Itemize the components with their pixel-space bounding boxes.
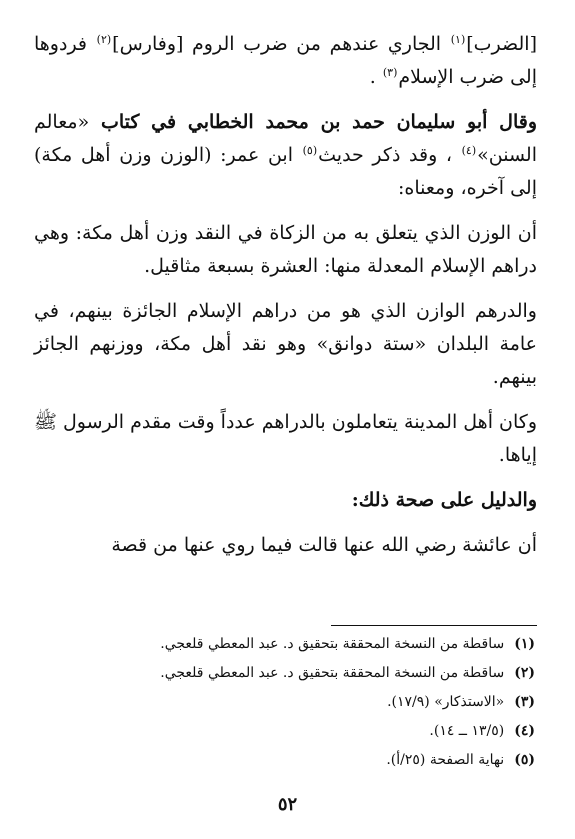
page-number: ٥٢ bbox=[277, 794, 298, 815]
text-run: . bbox=[369, 66, 382, 88]
footnote-divider bbox=[331, 625, 537, 626]
footnote-text: (١٣/٥ ــ ١٤). bbox=[429, 723, 505, 739]
footnote-text: ساقطة من النسخة المحققة بتحقيق د. عبد المعطي قلعجي. bbox=[160, 665, 505, 681]
footnote-number: (٤) bbox=[514, 723, 535, 739]
footnote-1 bbox=[34, 630, 535, 659]
text-run: «معالم السنن» bbox=[34, 111, 537, 166]
footnote-3 bbox=[34, 688, 535, 717]
main-text bbox=[34, 28, 537, 472]
footnote-number: (٣) bbox=[514, 694, 535, 710]
footnote-marker: (٥) bbox=[302, 143, 318, 157]
footnote-number: (١) bbox=[514, 636, 535, 652]
text-run: ، وقد ذكر حديث bbox=[318, 144, 461, 166]
footnote-text: نهاية الصفحة (٢٥/أ). bbox=[386, 752, 505, 768]
text-run: وكان أهل المدينة يتعاملون بالدراهم عدداً وقت مقدم الرسول ﷺ إياها. bbox=[34, 411, 537, 466]
section-heading: والدليل على صحة ذلك: bbox=[351, 489, 537, 511]
footnote-text: «الاستذكار» (١٧/٩). bbox=[387, 694, 505, 710]
paragraph-1 bbox=[34, 28, 537, 94]
footnote-text: ساقطة من النسخة المحققة بتحقيق د. عبد المعطي قلعجي. bbox=[160, 636, 505, 652]
footnote-marker: (١) bbox=[450, 32, 466, 46]
text-run: والدرهم الوازن الذي هو من دراهم الإسلام الجائزة بينهم، في عامة البلدان «ستة دوانق» وهو نقد أهل مكة، ووزنهم الجائز بينهم. bbox=[34, 300, 537, 388]
footnote-number: (٢) bbox=[514, 665, 535, 681]
footnote-marker: (٣) bbox=[382, 65, 398, 79]
footnote-marker: (٢) bbox=[96, 32, 112, 46]
text-run: الجاري عندهم من ضرب الروم [وفارس] bbox=[112, 33, 450, 55]
text-run: أن الوزن الذي يتعلق به من الزكاة في النقد وزن أهل مكة: وهي دراهم الإسلام المعدلة منها: العشرة بسبعة مثاقيل. bbox=[34, 222, 537, 277]
footnote-number: (٥) bbox=[514, 752, 535, 768]
paragraph-4 bbox=[34, 295, 537, 394]
paragraph-6: أن عائشة رضي الله عنها قالت فيما روي عنها من قصة bbox=[111, 534, 537, 556]
footnote-marker: (٤) bbox=[461, 143, 477, 157]
footnote-4 bbox=[34, 717, 535, 746]
footnote-2 bbox=[34, 659, 535, 688]
paragraph-2 bbox=[34, 106, 537, 205]
page-body bbox=[34, 28, 537, 562]
paragraph-5 bbox=[34, 406, 537, 472]
text-run: وقال أبو سليمان حمد بن محمد الخطابي في كتاب bbox=[89, 111, 537, 133]
footnote-5 bbox=[34, 746, 535, 775]
text-run: ابن عمر: (الوزن وزن أهل مكة) إلى آخره، ومعناه: bbox=[34, 144, 537, 199]
footnotes bbox=[34, 630, 535, 775]
text-run: [الضرب] bbox=[466, 33, 537, 55]
text-run: فردوها إلى ضرب الإسلام bbox=[34, 33, 537, 88]
paragraph-3 bbox=[34, 217, 537, 283]
